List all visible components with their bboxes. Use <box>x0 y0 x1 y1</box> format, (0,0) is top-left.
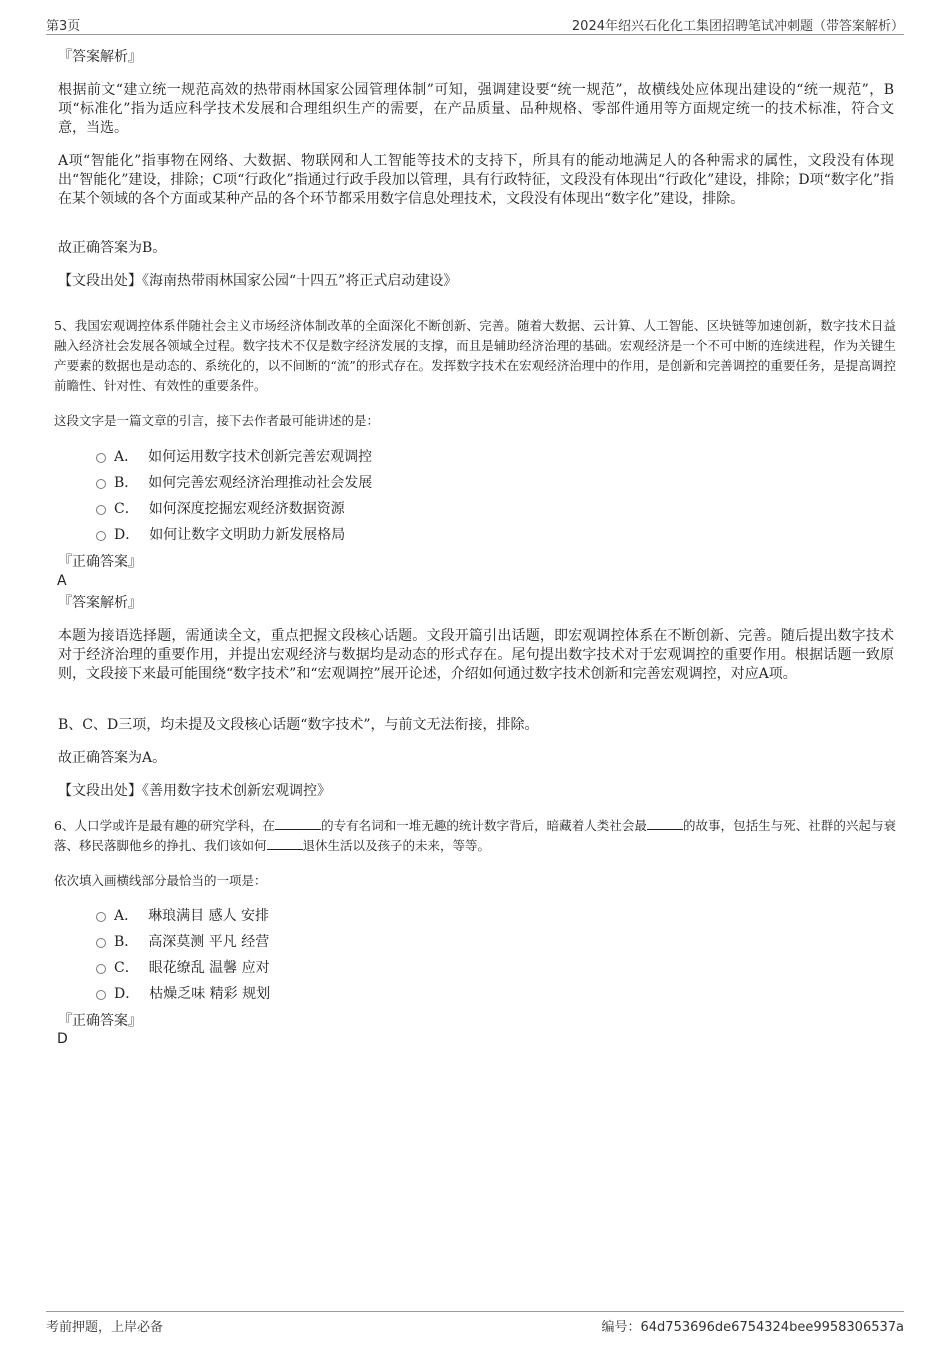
q4-conclusion: 故正确答案为B。 <box>58 240 167 256</box>
radio-icon[interactable] <box>96 531 106 541</box>
q4-source: 【文段出处】《海南热带雨林国家公园“十四五”将正式启动建设》 <box>58 273 458 289</box>
q5-stem: 5、我国宏观调控体系伴随社会主义市场经济体制改革的全面深化不断创新、完善。随着大数据、云计算、人工智能、区块链等加速创新，数字技术日益融入经济社会发展各领域全过程。数字技术不仅是数字经济发展的支撑，而且是辅助经济治理的基础。宏观经济是一个不可中断的连续进程，作为关键生产要素的数据也是动态的、系统化的，以不间断的“流”的形式存在。发挥数字技术在宏观经济治理中的作用，是创新和完善调控的重要任务，是提高调控前瞻性、针对性、有效性的重要条件。 <box>54 318 896 393</box>
option-text: 如何让数字文明助力新发展格局 <box>149 527 346 543</box>
q4-analysis-paragraph-2: A项“智能化”指事物在网络、大数据、物联网和人工智能等技术的支持下，所具有的能动地满足人的各种需求的属性，文段没有体现出“智能化”建设，排除；C项“行政化”指通过行政手段加以管理，具有行政特征，文段没有体现出“行政化”建设，排除；D项“数字化”指在某个领域的各个方面或某种产品的各个环节都采用数字信息处理技术，文段没有体现出“数字化”建设，排除。 <box>58 153 894 207</box>
radio-icon[interactable] <box>96 912 106 922</box>
q4-analysis-label: 『答案解析』 <box>58 49 142 65</box>
option-text: 如何运用数字技术创新完善宏观调控 <box>148 449 373 465</box>
q5-option-a[interactable] <box>96 447 372 467</box>
page-footer <box>46 1311 904 1334</box>
q4-analysis-paragraph-1: 根据前文“建立统一规范高效的热带雨林国家公园管理体制”可知，强调建设要“统一规范”，故横线处应体现出建设的“统一规范”，B项“标准化”指为适应科学技术发展和合理组织生产的需要，在产品质量、品种规格、零部件通用等方面规定统一的技术标准，符合文意，当选。 <box>58 82 894 136</box>
q6-answer: D <box>57 1031 68 1047</box>
option-text: 如何完善宏观经济治理推动社会发展 <box>148 475 373 491</box>
q6-stem-part-4: 退休生活以及孩子的未来，等等。 <box>302 838 491 853</box>
option-key: C． <box>114 501 139 517</box>
q6-answer-label: 『正确答案』 <box>58 1013 142 1029</box>
q5-answer: A <box>57 573 67 589</box>
radio-icon[interactable] <box>96 505 106 515</box>
option-key: D． <box>114 527 140 543</box>
q5-option-b[interactable] <box>96 473 372 493</box>
q5-conclusion: 故正确答案为A。 <box>58 750 167 766</box>
option-key: B． <box>114 475 139 491</box>
document-code <box>601 1316 904 1335</box>
radio-icon[interactable] <box>96 964 106 974</box>
q5-analysis-paragraph-2: B、C、D三项，均未提及文段核心话题“数字技术”，与前文无法衔接，排除。 <box>58 717 539 733</box>
q5-source: 【文段出处】《善用数字技术创新宏观调控》 <box>58 783 331 799</box>
option-key: A． <box>114 908 139 924</box>
q5-option-c[interactable] <box>96 499 345 519</box>
document-title: 2024年绍兴石化化工集团招聘笔试冲刺题（带答案解析） <box>571 19 904 34</box>
q6-option-c[interactable] <box>96 958 270 978</box>
q5-question: 这段文字是一篇文章的引言，接下去作者最可能讲述的是： <box>54 413 380 428</box>
page-header <box>46 14 904 35</box>
q5-answer-label: 『正确答案』 <box>58 554 142 570</box>
radio-icon[interactable] <box>96 453 106 463</box>
code-label: 编号： <box>601 1320 641 1335</box>
option-key: C． <box>114 960 139 976</box>
q6-stem <box>54 816 896 856</box>
option-key: D． <box>114 986 140 1002</box>
radio-icon[interactable] <box>96 990 106 1000</box>
option-text: 枯燥乏味 精彩 规划 <box>149 986 271 1002</box>
q5-analysis-paragraph-1: 本题为接语选择题，需通读全文，重点把握文段核心话题。文段开篇引出话题，即宏观调控体系在不断创新、完善。随后提出数字技术对于经济治理的重要作用，并提出宏观经济与数据均是动态的形式存在。尾句提出数字技术对于宏观调控的重要作用。根据话题一致原则，文段接下来最可能围绕“数字技术”和“宏观调控”展开论述，介绍如何通过数字技术创新和完善宏观调控，对应A项。 <box>58 628 894 682</box>
fill-blank-3 <box>267 836 303 850</box>
q6-question: 依次填入画横线部分最恰当的一项是： <box>54 873 267 888</box>
option-text: 眼花缭乱 温馨 应对 <box>148 960 270 976</box>
option-text: 高深莫测 平凡 经营 <box>148 934 270 950</box>
option-text: 琳琅满目 感人 安排 <box>148 908 270 924</box>
q6-option-d[interactable] <box>96 984 270 1004</box>
page-number: 第3页 <box>46 19 81 34</box>
q6-stem-part-3: 的故事，包括生与死、社群的兴起与衰落、移民落脚他乡的挣扎、我们该如何 <box>54 818 896 853</box>
code-value: 64d753696de6754324bee9958306537a <box>640 1320 904 1335</box>
option-key: A． <box>114 449 139 465</box>
q5-analysis-label: 『答案解析』 <box>58 595 142 611</box>
q6-option-b[interactable] <box>96 932 269 952</box>
fill-blank-1 <box>275 816 321 830</box>
q6-stem-part-2: 的专有名词和一堆无趣的统计数字背后，暗藏着人类社会最 <box>321 818 647 833</box>
q5-option-d[interactable] <box>96 525 345 545</box>
option-key: B． <box>114 934 139 950</box>
footer-slogan: 考前押题，上岸必备 <box>46 1320 164 1335</box>
option-text: 如何深度挖掘宏观经济数据资源 <box>148 501 345 517</box>
radio-icon[interactable] <box>96 479 106 489</box>
radio-icon[interactable] <box>96 938 106 948</box>
fill-blank-2 <box>647 816 683 830</box>
q6-stem-part-1: 6、人口学或许是最有趣的研究学科，在 <box>54 818 276 833</box>
q6-option-a[interactable] <box>96 906 269 926</box>
